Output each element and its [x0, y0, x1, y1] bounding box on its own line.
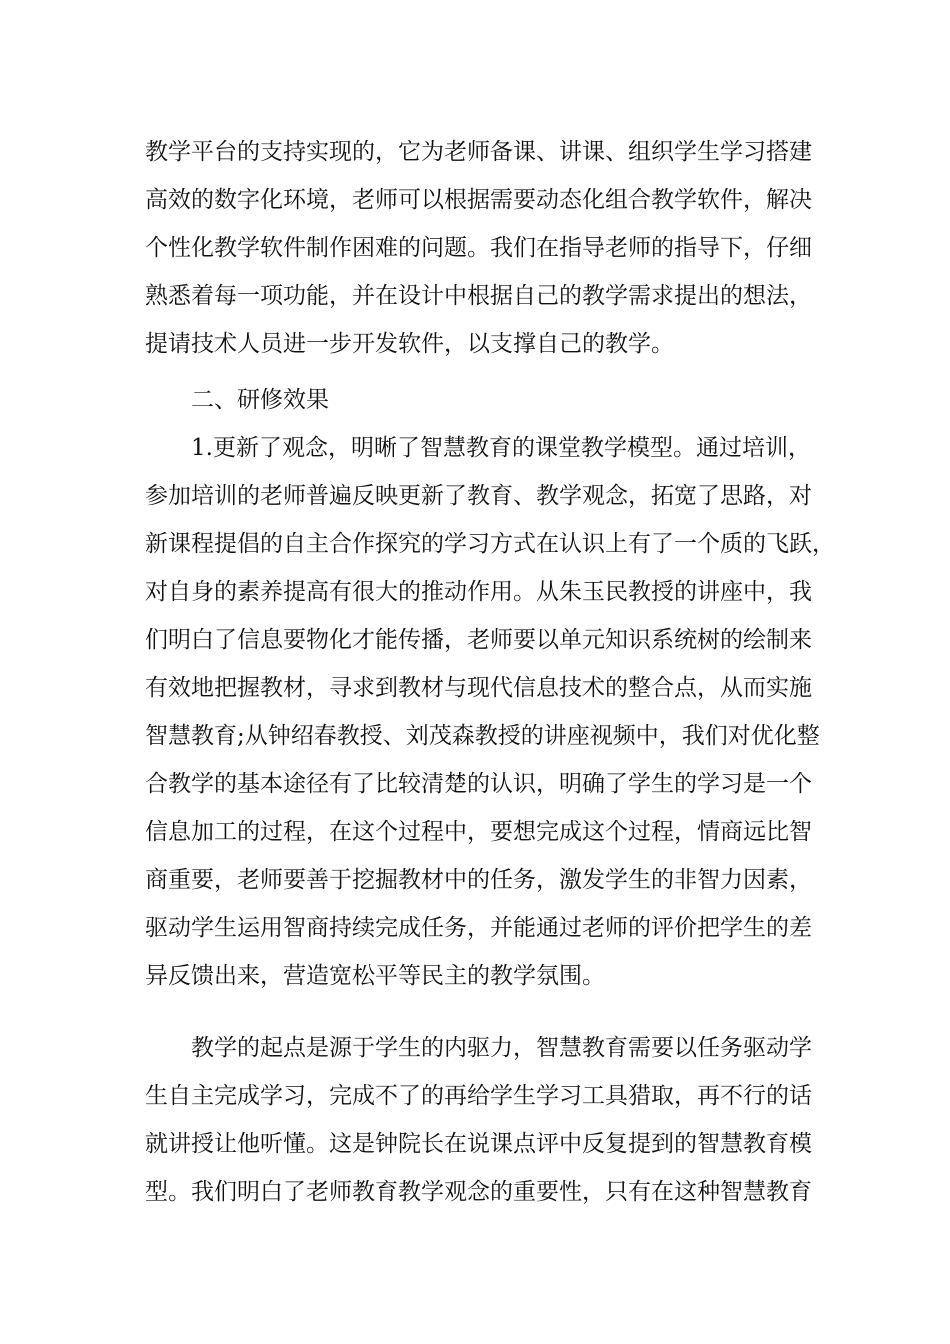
text-line: 对自身的素养提高有很大的推动作用。从朱玉民教授的讲座中，我 [145, 579, 812, 605]
text-line: 有效地把握教材，寻求到教材与现代信息技术的整合点，从而实施 [145, 675, 812, 701]
text-line: 教学平台的支持实现的，它为老师备课、讲课、组织学生学习搭建 [145, 139, 812, 165]
text-line: 就讲授让他听懂。这是钟院长在说课点评中反复提到的智慧教育模 [145, 1131, 812, 1157]
text-line: 智慧教育;从钟绍春教授、刘茂森教授的讲座视频中，我们对优化整 [145, 723, 820, 749]
section-heading: 二、研修效果 [191, 387, 329, 413]
text-line: 们明白了信息要物化才能传播，老师要以单元知识系统树的绘制来 [145, 627, 812, 653]
text-line: 信息加工的过程，在这个过程中，要想完成这个过程，情商远比智 [145, 819, 812, 845]
text-line: 熟悉着每一项功能，并在设计中根据自己的教学需求提出的想法， [145, 283, 812, 309]
text-line: 1.更新了观念，明晰了智慧教育的课堂教学模型。通过培训， [191, 435, 811, 461]
text-line: 参加培训的老师普遍反映更新了教育、教学观念，拓宽了思路，对 [145, 483, 812, 509]
text-line: 新课程提倡的自主合作探究的学习方式在认识上有了一个质的飞跃， [145, 531, 835, 557]
text-line: 教学的起点是源于学生的内驱力，智慧教育需要以任务驱动学 [191, 1035, 812, 1061]
text-line: 合教学的基本途径有了比较清楚的认识，明确了学生的学习是一个 [145, 771, 812, 797]
text-line: 个性化教学软件制作困难的问题。我们在指导老师的指导下，仔细 [145, 235, 812, 261]
text-line: 生自主完成学习，完成不了的再给学生学习工具猎取，再不行的话 [145, 1083, 812, 1109]
text-line: 异反馈出来，营造宽松平等民主的教学氛围。 [145, 963, 605, 989]
text-line: 商重要，老师要善于挖掘教材中的任务，激发学生的非智力因素， [145, 867, 812, 893]
text-line: 型。我们明白了老师教育教学观念的重要性，只有在这种智慧教育 [145, 1179, 812, 1205]
text-line: 高效的数字化环境，老师可以根据需要动态化组合教学软件，解决 [145, 187, 812, 213]
text-line: 驱动学生运用智商持续完成任务，并能通过老师的评价把学生的差 [145, 915, 812, 941]
text-line: 提请技术人员进一步开发软件，以支撑自己的教学。 [145, 331, 674, 357]
